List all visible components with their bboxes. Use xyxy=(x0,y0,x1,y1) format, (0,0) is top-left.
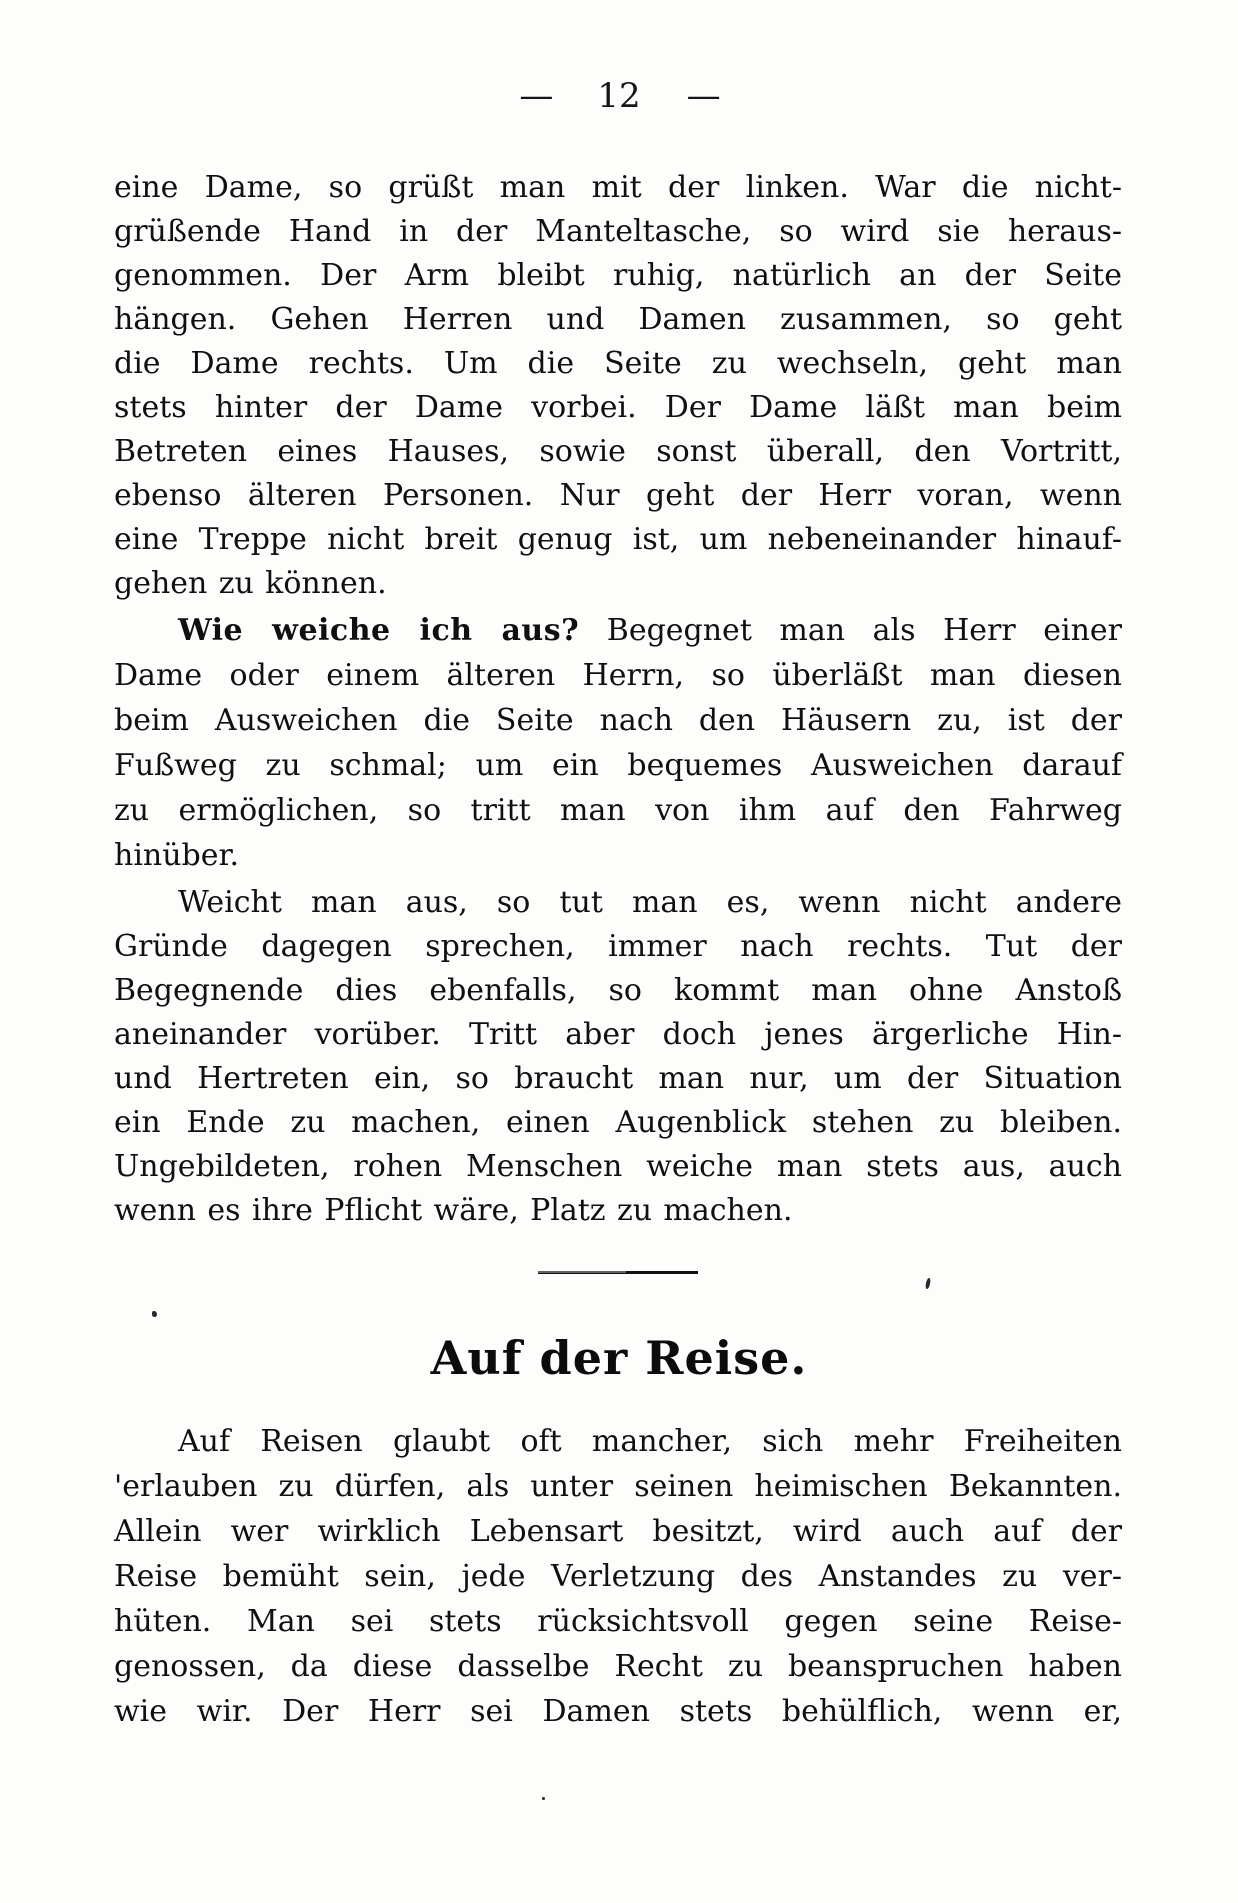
paragraph-wie-weiche-ich-aus xyxy=(114,608,1122,878)
text-line: Ungebildeten, rohen Menschen weiche man stets aus, auch xyxy=(114,1149,1122,1184)
ink-speck xyxy=(152,1311,157,1317)
text-line: eine Treppe nicht breit genug ist, um nebeneinander hinauf- xyxy=(114,522,1122,557)
text-line: genommen. Der Arm bleibt ruhig, natürlich an der Seite xyxy=(114,258,1122,293)
text-line: eine Dame, so grüßt man mit der linken. War die nicht- xyxy=(114,170,1122,205)
text-line: Dame oder einem älteren Herrn, so überläßt man diesen xyxy=(114,658,1122,693)
text-line: Betreten eines Hauses, sowie sonst überall, den Vortritt, xyxy=(114,434,1122,469)
text-line: Auf Reisen glaubt oft mancher, sich mehr Freiheiten xyxy=(178,1424,1122,1459)
paragraph-ausweichen-regeln xyxy=(114,881,1122,1233)
text-line: Wie weiche ich aus? Begegnet man als Herr einer xyxy=(178,613,1122,648)
text-line: Begegnende dies ebenfalls, so kommt man ohne Anstoß xyxy=(114,973,1122,1008)
text-line: hängen. Gehen Herren und Damen zusammen, so geht xyxy=(114,302,1122,337)
section-title: Auf der Reise. xyxy=(430,1331,808,1385)
text-line: grüßende Hand in der Manteltasche, so wird sie heraus- xyxy=(114,214,1122,249)
paragraph-auf-reisen xyxy=(114,1419,1122,1734)
text-line: beim Ausweichen die Seite nach den Häusern zu, ist der xyxy=(114,703,1122,738)
text-line: ein Ende zu machen, einen Augenblick stehen zu bleiben. xyxy=(114,1105,1122,1140)
text-line: Fußweg zu schmal; um ein bequemes Ausweichen darauf xyxy=(114,748,1122,783)
text-line: zu ermöglichen, so tritt man von ihm auf den Fahrweg xyxy=(114,793,1122,828)
text-line: gehen zu können. xyxy=(114,566,387,601)
header-dash-left: — xyxy=(519,76,552,116)
text-line: stets hinter der Dame vorbei. Der Dame läßt man beim xyxy=(114,390,1122,425)
section-divider-rule xyxy=(538,1271,698,1274)
text-line: genossen, da diese dasselbe Recht zu beanspruchen haben xyxy=(114,1649,1122,1684)
bold-question-lead: Wie weiche ich aus? xyxy=(178,613,580,648)
text-line: wie wir. Der Herr sei Damen stets behülflich, wenn er, xyxy=(114,1694,1122,1729)
text-line: die Dame rechts. Um die Seite zu wechseln, geht man xyxy=(114,346,1122,381)
page-header xyxy=(0,76,1238,116)
text-line: ebenso älteren Personen. Nur geht der Herr voran, wenn xyxy=(114,478,1122,513)
ink-speck xyxy=(542,1797,545,1800)
paragraph-greeting-etiquette xyxy=(114,166,1122,606)
text-line: Allein wer wirklich Lebensart besitzt, wird auch auf der xyxy=(114,1514,1122,1549)
header-dash-right: — xyxy=(686,76,719,116)
text-line: hüten. Man sei stets rücksichtsvoll gegen seine Reise- xyxy=(114,1604,1122,1639)
text-line: Weicht man aus, so tut man es, wenn nicht andere xyxy=(178,885,1122,920)
ink-speck xyxy=(925,1278,931,1290)
text-line: 'erlauben zu dürfen, als unter seinen heimischen Bekannten. xyxy=(114,1469,1122,1504)
text-line: aneinander vorüber. Tritt aber doch jenes ärgerliche Hin- xyxy=(114,1017,1122,1052)
text-line: Reise bemüht sein, jede Verletzung des Anstandes zu ver- xyxy=(114,1559,1122,1594)
page-number: 12 xyxy=(597,76,641,116)
text-line: wenn es ihre Pflicht wäre, Platz zu machen. xyxy=(114,1193,793,1228)
text-line: hinüber. xyxy=(114,838,240,873)
text-line: und Hertreten ein, so braucht man nur, um der Situation xyxy=(114,1061,1122,1096)
text-line: Gründe dagegen sprechen, immer nach rechts. Tut der xyxy=(114,929,1122,964)
